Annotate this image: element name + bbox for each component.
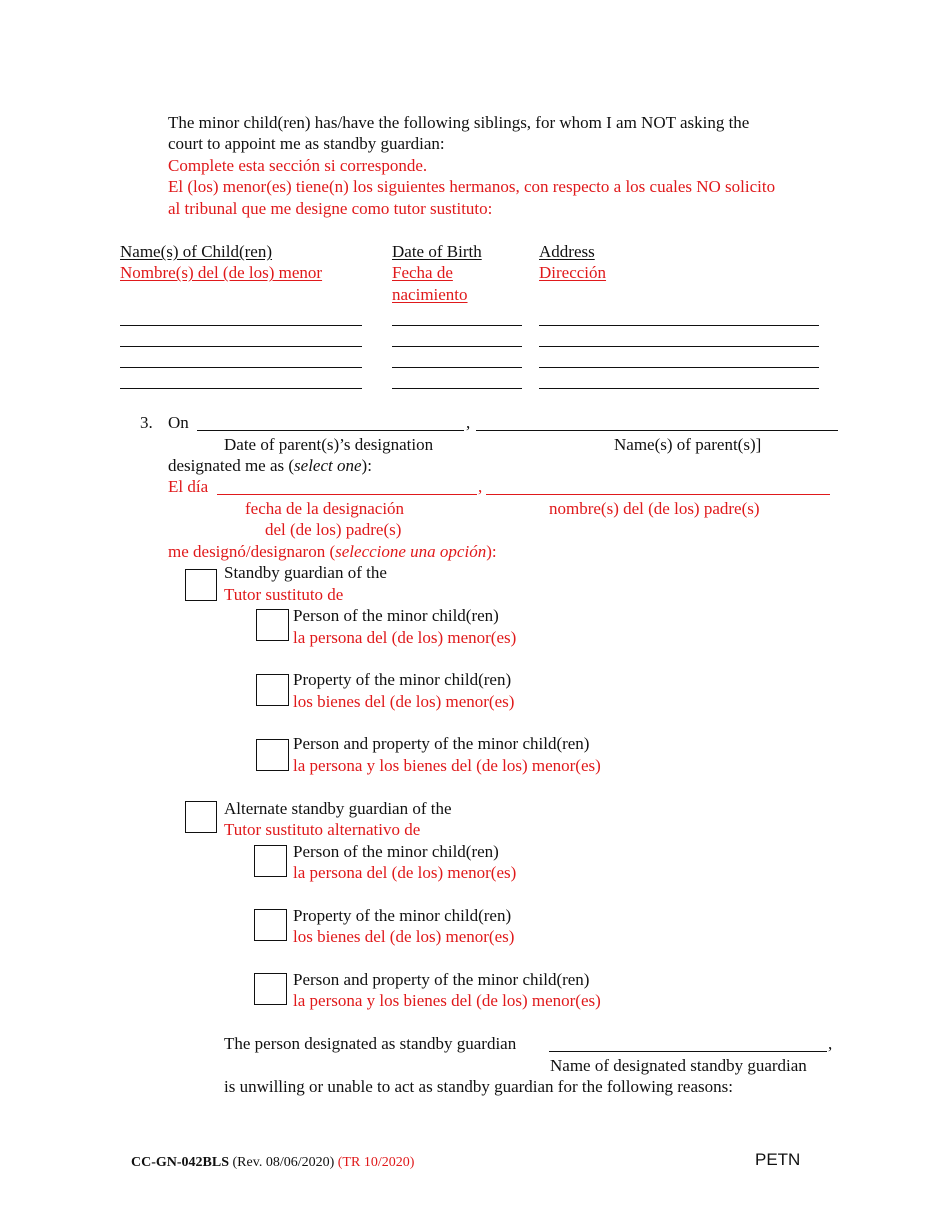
parent-name-field[interactable]	[476, 430, 838, 431]
designated-prefix: designated me as (	[168, 456, 295, 475]
standby-property-checkbox[interactable]	[256, 674, 289, 706]
intro-es-line-3: al tribunal que me designe como tutor sustituto:	[168, 199, 493, 218]
alternate-guardian-label-es: Tutor sustituto alternativo de	[224, 820, 421, 839]
select-one: select one	[294, 456, 362, 475]
designated-guardian-name-field[interactable]	[549, 1051, 827, 1052]
footer-rev: (Rev. 08/06/2020)	[232, 1155, 335, 1170]
sibling-name-field[interactable]	[120, 346, 362, 347]
intro-es-line-2: El (los) menor(es) tiene(n) los siguientes hermanos, con respecto a los cuales NO solicito	[168, 177, 776, 196]
column-header-dob-es-1: Fecha de	[392, 263, 453, 282]
alternate-person-property-label-es: la persona y los bienes del (de los) menor(es)	[293, 991, 601, 1010]
column-header-address: Address	[539, 242, 595, 261]
standby-person-property-label: Person and property of the minor child(ren)	[293, 734, 590, 753]
standby-person-property-label-es: la persona y los bienes del (de los) menor(es)	[293, 756, 601, 775]
alternate-person-property-checkbox[interactable]	[254, 973, 287, 1005]
on-label: On	[168, 413, 189, 432]
alternate-property-label: Property of the minor child(ren)	[293, 906, 512, 925]
column-header-dob-es-2: nacimiento	[392, 285, 468, 304]
sibling-dob-field[interactable]	[392, 388, 522, 389]
alternate-person-property-label: Person and property of the minor child(ren)	[293, 970, 590, 989]
column-header-name: Name(s) of Child(ren)	[120, 242, 273, 261]
alternate-person-checkbox[interactable]	[254, 845, 287, 877]
column-header-dob: Date of Birth	[392, 242, 482, 261]
sibling-address-field[interactable]	[539, 367, 819, 368]
sibling-address-field[interactable]	[539, 346, 819, 347]
standby-person-label-es: la persona del (de los) menor(es)	[293, 628, 517, 647]
on-comma: ,	[466, 413, 471, 432]
sibling-address-field[interactable]	[539, 388, 819, 389]
es-parent-name-label: nombre(s) del (de los) padre(s)	[549, 499, 760, 518]
es-designo	[168, 541, 497, 562]
sibling-name-field[interactable]	[120, 325, 362, 326]
alternate-person-label: Person of the minor child(ren)	[293, 842, 499, 861]
column-header-name-es: Nombre(s) del (de los) menor	[120, 263, 323, 282]
es-select-one: seleccione una opción	[335, 542, 487, 561]
standby-guardian-checkbox[interactable]	[185, 569, 217, 601]
designation-date-label: Date of parent(s)’s designation	[224, 435, 434, 454]
es-parent-name-field[interactable]	[486, 494, 830, 495]
sibling-dob-field[interactable]	[392, 325, 522, 326]
footer-code: CC-GN-042BLS	[131, 1155, 230, 1170]
footer-petn: PETN	[755, 1150, 801, 1169]
standby-person-property-checkbox[interactable]	[256, 739, 289, 771]
alternate-guardian-label: Alternate standby guardian of the	[224, 799, 452, 818]
es-designo-suffix: ):	[486, 542, 497, 561]
footer-tr: (TR 10/2020)	[337, 1155, 415, 1170]
standby-guardian-label: Standby guardian of the	[224, 563, 387, 582]
es-designation-date-label-1: fecha de la designación	[245, 499, 405, 518]
sibling-name-field[interactable]	[120, 367, 362, 368]
es-designo-prefix: me designó/designaron (	[168, 542, 336, 561]
alternate-guardian-checkbox[interactable]	[185, 801, 217, 833]
designated-me-as	[168, 455, 372, 476]
designation-date-field[interactable]	[197, 430, 464, 431]
footer-form-id	[131, 1152, 414, 1173]
standby-property-label-es: los bienes del (de los) menor(es)	[293, 692, 515, 711]
column-header-address-es: Dirección	[539, 263, 607, 282]
parent-name-label: Name(s) of parent(s)]	[614, 435, 762, 454]
es-designation-date-label-2: del (de los) padre(s)	[265, 520, 402, 539]
es-comma: ,	[478, 477, 483, 496]
section-number: 3.	[140, 413, 153, 432]
intro-line-2: court to appoint me as standby guardian:	[168, 134, 445, 153]
intro-line-1: The minor child(ren) has/have the following siblings, for whom I am NOT asking the	[168, 113, 750, 132]
designated-suffix: ):	[361, 456, 372, 475]
designated-guardian-name-label: Name of designated standby guardian	[550, 1056, 807, 1075]
es-designation-date-field[interactable]	[217, 494, 477, 495]
unwilling-comma: ,	[828, 1034, 833, 1053]
alternate-person-label-es: la persona del (de los) menor(es)	[293, 863, 517, 882]
es-el-dia: El día	[168, 477, 209, 496]
alternate-property-checkbox[interactable]	[254, 909, 287, 941]
standby-guardian-label-es: Tutor sustituto de	[224, 585, 344, 604]
unwilling-line-2: is unwilling or unable to act as standby guardian for the following reasons:	[224, 1077, 733, 1096]
standby-person-checkbox[interactable]	[256, 609, 289, 641]
standby-property-label: Property of the minor child(ren)	[293, 670, 512, 689]
sibling-dob-field[interactable]	[392, 346, 522, 347]
sibling-address-field[interactable]	[539, 325, 819, 326]
sibling-name-field[interactable]	[120, 388, 362, 389]
intro-es-line-1: Complete esta sección si corresponde.	[168, 156, 428, 175]
standby-person-label: Person of the minor child(ren)	[293, 606, 499, 625]
unwilling-line-1: The person designated as standby guardian	[224, 1034, 517, 1053]
alternate-property-label-es: los bienes del (de los) menor(es)	[293, 927, 515, 946]
sibling-dob-field[interactable]	[392, 367, 522, 368]
